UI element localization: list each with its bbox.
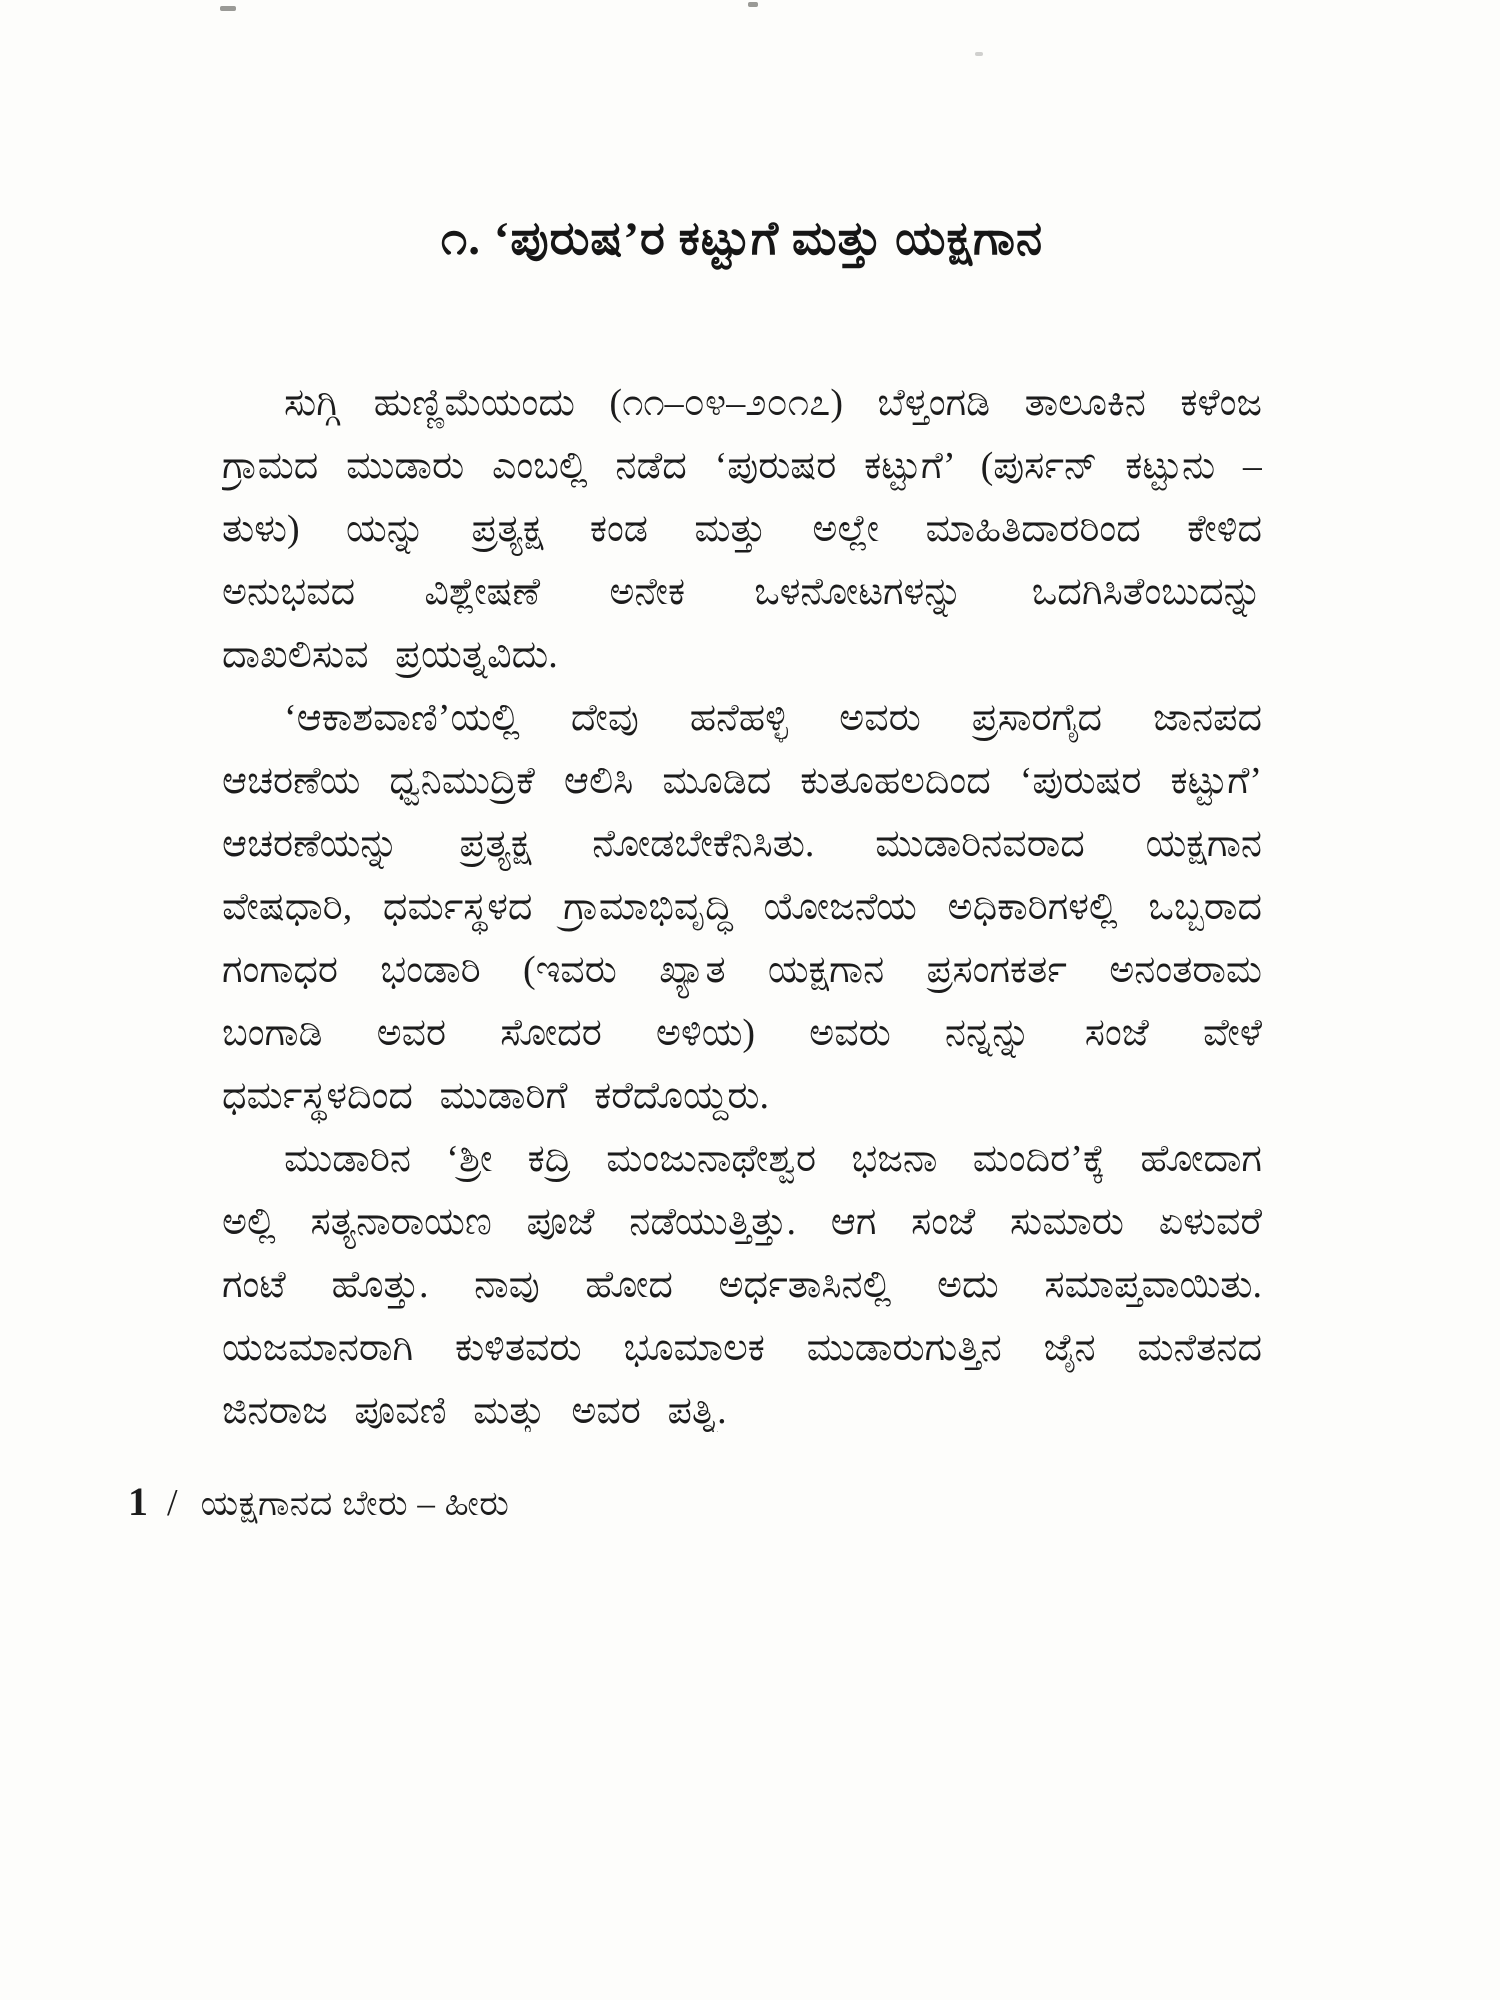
footer-separator: /: [167, 1482, 178, 1524]
paragraph-2: ‘ಆಕಾಶವಾಣಿ’ಯಲ್ಲಿ ದೇವು ಹನೆಹಳ್ಳಿ ಅವರು ಪ್ರಸಾರಗೈದ ಜಾನಪದ ಆಚರಣೆಯ ಧ್ವನಿಮುದ್ರಿಕೆ ಆಲಿಸಿ ಮೂಡಿದ ಕುತೂಹಲದಿಂದ ‘ಪುರುಷರ ಕಟ್ಟುಗೆ’ ಆಚರಣೆಯನ್ನು ಪ್ರತ್ಯಕ್ಷ ನೋಡಬೇಕೆನಿಸಿತು. ಮುಡಾರಿನವರಾದ ಯಕ್ಷಗಾನ ವೇಷಧಾರಿ, ಧರ್ಮಸ್ಥಳದ ಗ್ರಾಮಾಭಿವೃದ್ಧಿ ಯೋಜನೆಯ ಅಧಿಕಾರಿಗಳಲ್ಲಿ ಒಬ್ಬರಾದ ಗಂಗಾಧರ ಭಂಡಾರಿ (ಇವರು ಖ್ಯಾತ ಯಕ್ಷಗಾನ ಪ್ರಸಂಗಕರ್ತ ಅನಂತರಾಮ ಬಂಗಾಡಿ ಅವರ ಸೋದರ ಅಳಿಯ) ಅವರು ನನ್ನನ್ನು ಸಂಜೆ ವೇಳೆ ಧರ್ಮಸ್ಥಳದಿಂದ ಮುಡಾರಿಗೆ ಕರೆದೊಯ್ದರು.: [222, 697, 1262, 1117]
scan-artifact: [975, 52, 983, 56]
book-title: ಯಕ್ಷಗಾನದ ಬೇರು – ಹೀರು: [200, 1484, 510, 1523]
paragraph-1: ಸುಗ್ಗಿ ಹುಣ್ಣಿಮೆಯಂದು (೧೧–೦೪–೨೦೧೭) ಬೆಳ್ತಂಗಡಿ ತಾಲೂಕಿನ ಕಳೆಂಜ ಗ್ರಾಮದ ಮುಡಾರು ಎಂಬಲ್ಲಿ ನಡೆದ ‘ಪುರುಷರ ಕಟ್ಟುಗೆ’ (ಪುರ್ಸನ್ ಕಟ್ಟುನು – ತುಳು) ಯನ್ನು ಪ್ರತ್ಯಕ್ಷ ಕಂಡ ಮತ್ತು ಅಲ್ಲೇ ಮಾಹಿತಿದಾರರಿಂದ ಕೇಳಿದ ಅನುಭವದ ವಿಶ್ಲೇಷಣೆ ಅನೇಕ ಒಳನೋಟಗಳನ್ನು ಒದಗಿಸಿತೆಂಬುದನ್ನು ದಾಖಲಿಸುವ ಪ್ರಯತ್ನವಿದು.: [222, 382, 1262, 676]
scan-artifact: [748, 2, 758, 7]
chapter-title: ೧. ‘ಪುರುಷ’ರ ಕಟ್ಟುಗೆ ಮತ್ತು ಯಕ್ಷಗಾನ: [440, 213, 1044, 265]
paragraph-3: ಮುಡಾರಿನ ‘ಶ್ರೀ ಕದ್ರಿ ಮಂಜುನಾಥೇಶ್ವರ ಭಜನಾ ಮಂದಿರ’ಕ್ಕೆ ಹೋದಾಗ ಅಲ್ಲಿ ಸತ್ಯನಾರಾಯಣ ಪೂಜೆ ನಡೆಯುತ್ತಿತ್ತು. ಆಗ ಸಂಜೆ ಸುಮಾರು ಏಳುವರೆ ಗಂಟೆ ಹೊತ್ತು. ನಾವು ಹೋದ ಅರ್ಧತಾಸಿನಲ್ಲಿ ಅದು ಸಮಾಪ್ತವಾಯಿತು. ಯಜಮಾನರಾಗಿ ಕುಳಿತವರು ಭೂಮಾಲಕ ಮುಡಾರುಗುತ್ತಿನ ಜೈನ ಮನೆತನದ ಜಿನರಾಜ ಪೂವಣಿ ಮತ್ತು ಅವರ ಪತ್ನಿ.: [222, 1138, 1262, 1432]
body-text: [222, 372, 1262, 1432]
page-number: 1: [128, 1479, 148, 1524]
scan-artifact: [220, 6, 236, 11]
page-footer: [128, 1478, 509, 1525]
